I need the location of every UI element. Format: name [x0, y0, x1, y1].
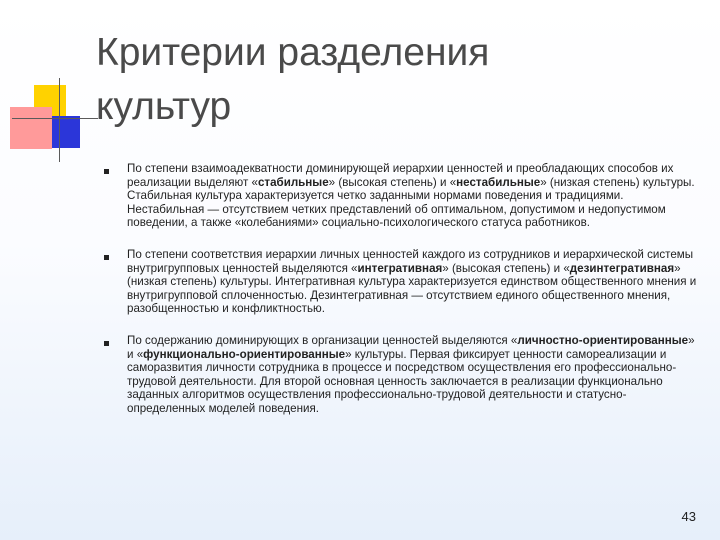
text-segment: » (высокая степень) и «: [442, 261, 570, 275]
decorative-logo: [0, 0, 100, 170]
horizontal-line: [12, 118, 98, 119]
bold-term: нестабильные: [456, 175, 541, 189]
bold-term: дезинтегративная: [569, 261, 675, 275]
text-segment: По содержанию доминирующих в организации ценностей выделяются «: [127, 333, 518, 347]
bullet-item: [90, 248, 700, 316]
bold-term: функционально-ориентированные: [143, 347, 346, 361]
slide-title: [96, 26, 656, 134]
title-line-2: культур: [96, 85, 232, 128]
vertical-line: [59, 78, 60, 162]
text-segment: » (низкая степень) культуры. Интегративная культура характеризуется единством общественного мнения и внутригрупповой сплоченностью. Дезинтегративная — отсутствием единого общественного мнения, разобщенностью и конфликтностью.: [127, 261, 697, 316]
bullet-item: [90, 162, 700, 230]
blue-square: [52, 116, 80, 148]
title-line-1: Критерии разделения: [96, 31, 490, 74]
red-square: [10, 107, 52, 149]
bullet-text: [127, 248, 700, 316]
text-segment: » и «: [127, 333, 695, 361]
text-segment: По степени соответствия иерархии личных ценностей каждого из сотрудников и иерархической системы внутригрупповых ценностей выделяются «: [127, 247, 694, 275]
bullet-text: [127, 162, 700, 230]
text-segment: » (высокая степень) и «: [328, 175, 457, 189]
text-segment: По степени взаимоадекватности доминирующей иерархии ценностей и преобладающих способов их реализации выделяют «: [127, 162, 674, 189]
page-number: 43: [681, 509, 696, 524]
bullet-list: [90, 162, 700, 434]
text-segment: » (низкая степень) культуры. Стабильная культура характеризуется четко заданными нормами поведения и традициями. Нестабильная — отсутствием четких представлений об оптимальном, допустимом и недопустимом поведении, а также «колебаниями» социально-психологического статуса работников.: [127, 175, 695, 230]
square-bullet-icon: [104, 255, 109, 260]
bullet-item: [90, 334, 700, 416]
square-bullet-icon: [104, 341, 109, 346]
bold-term: интегративная: [357, 261, 443, 275]
square-bullet-icon: [104, 169, 109, 174]
bold-term: личностно-ориентированные: [517, 333, 689, 347]
text-segment: » культуры. Первая фиксирует ценности самореализации и саморазвития личности сотрудника в процессе и посредством осуществления его профессионально-трудовой деятельности. Для второй основная ценность заключается в реализации функционально заданных алгоритмов осуществления профессионально-трудовой деятельности и статусно-определенных моделей поведения.: [127, 347, 677, 415]
bold-term: стабильные: [257, 175, 329, 189]
bullet-text: [127, 334, 700, 416]
